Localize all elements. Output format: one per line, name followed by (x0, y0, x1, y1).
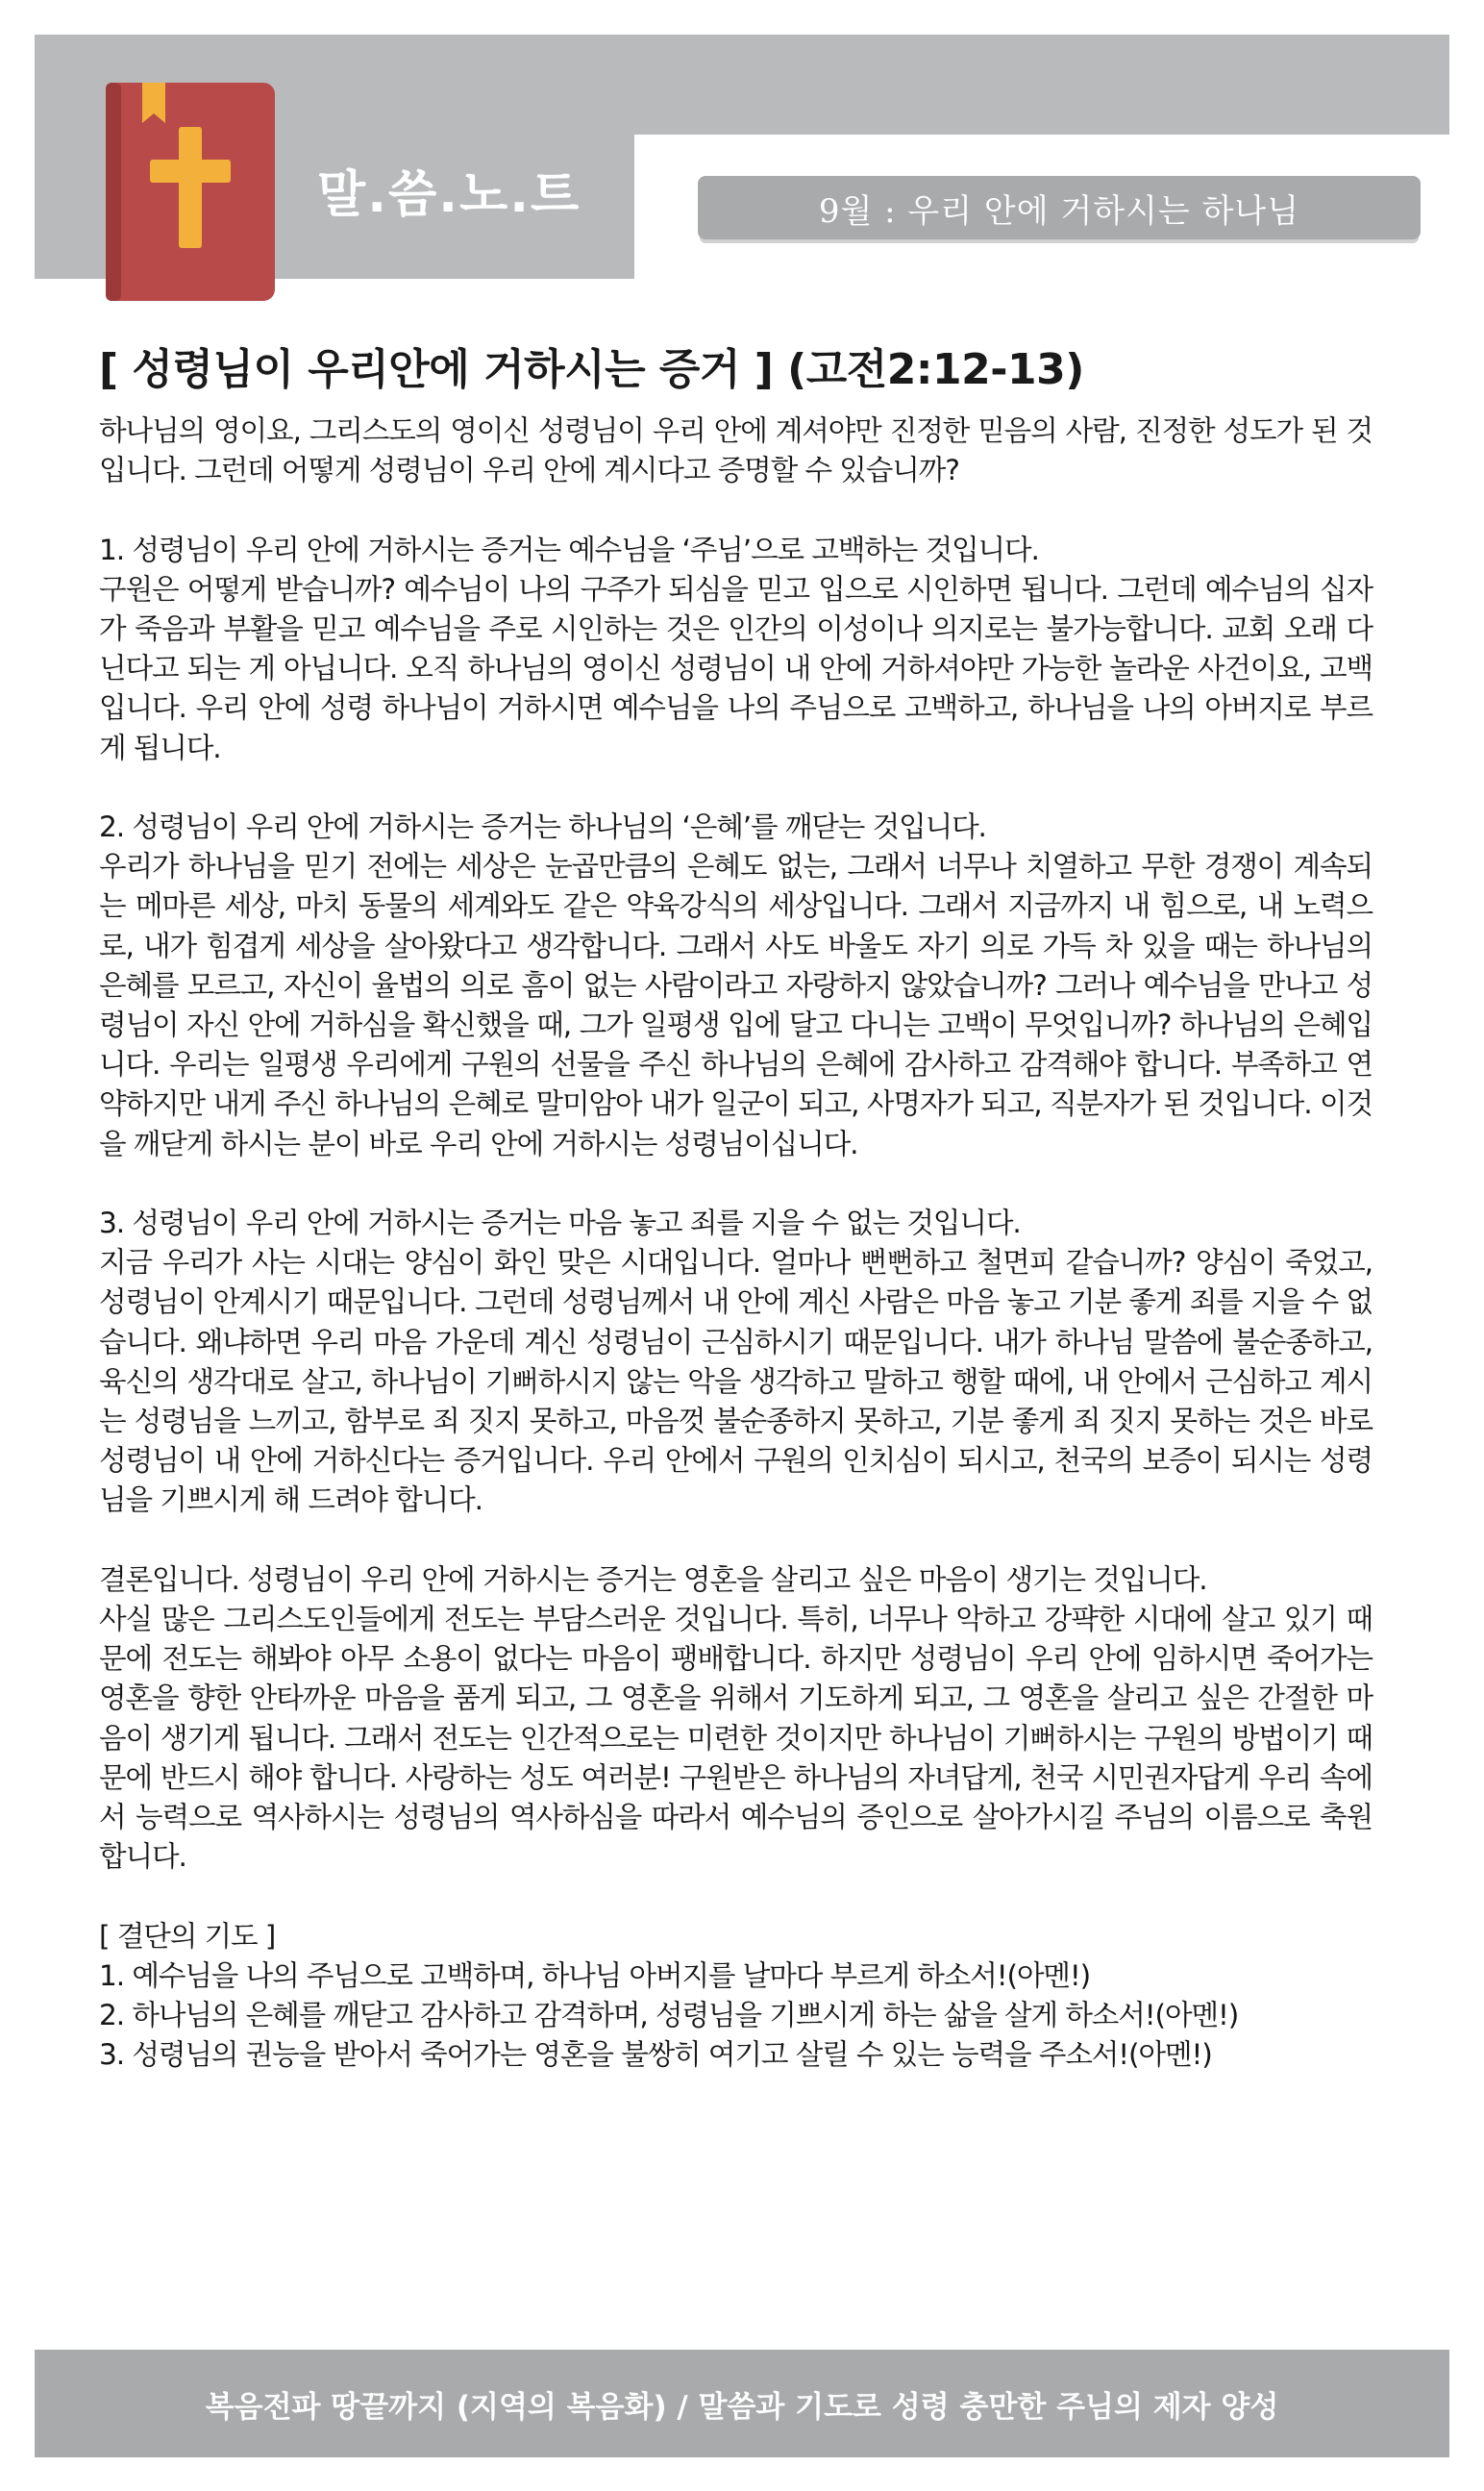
section-3-body: 지금 우리가 사는 시대는 양심이 화인 맞은 시대입니다. 얼마나 뻔뻔하고 철면피 같습니까? 양심이 죽었고, 성령님이 안계시기 때문입니다. 그런데 성령님께서 내 안에 계신 사람은 마음 놓고 기분 좋게 죄를 지을 수 없습니다. 왜냐하면 우리 마음 가운데 계신 성령님이 근심하시기 때문입니다. 내가 하나님 말씀에 불순종하고, 육신의 생각대로 살고, 하나님이 기뻐하시지 않는 악을 생각하고 말하고 행할 때에, 내 안에서 근심하고 계시는 성령님을 느끼고, 함부로 죄 짓지 못하고, 마음껏 불순종하지 못하고, 기분 좋게 죄 짓지 못하는 것은 바로 성령님이 내 안에 거하신다는 증거입니다. 우리 안에서 구원의 인치심이 되시고, 천국의 보증이 되시는 성령님을 기쁘시게 해 드려야 합니다. (99, 1246, 1373, 1517)
section-2-body: 우리가 하나님을 믿기 전에는 세상은 눈곱만큼의 은혜도 없는, 그래서 너무나 치열하고 무한 경쟁이 계속되는 메마른 세상, 마치 동물의 세계와도 같은 약육강식의 세상입니다. 그래서 지금까지 내 힘으로, 내 노력으로, 내가 힘겹게 세상을 살아왔다고 생각합니다. 그래서 사도 바울도 자기 의로 가득 차 있을 때는 하나님의 은혜를 모르고, 자신이 율법의 의로 흠이 없는 사람이라고 자랑하지 않았습니까? 그러나 예수님을 만나고 성령님이 자신 안에 거하심을 확신했을 때, 그가 일평생 입에 달고 다니는 고백이 무엇입니까? 하나님의 은혜입니다. 우리는 일평생 우리에게 구원의 선물을 주신 하나님의 은혜에 감사하고 감격해야 합니다. 부족하고 연약하지만 내게 주신 하나님의 은혜로 말미암아 내가 일군이 되고, 사명자가 되고, 직분자가 된 것입니다. 이것을 깨닫게 하시는 분이 바로 우리 안에 거하시는 성령님이십니다. (99, 850, 1373, 1160)
footer-band (35, 2350, 1449, 2457)
conclusion-heading: 결론입니다. 성령님이 우리 안에 거하시는 증거는 영혼을 살리고 싶은 마음이 생기는 것입니다. (99, 1562, 1207, 1596)
footer-motto: 복음전파 땅끝까지 (지역의 복음화) / 말씀과 기도로 성령 충만한 주님의 제자 양성 (205, 2389, 1279, 2425)
bible-cross-icon (106, 83, 275, 301)
month-theme-banner: 9월 : 우리 안에 거하시는 하나님 (698, 176, 1421, 239)
prayer-item: 3. 성령님의 권능을 받아서 죽어가는 영혼을 불쌍히 여기고 살릴 수 있는 능력을 주소서!(아멘!) (99, 2038, 1212, 2072)
brand-title: 말.씀.노.트 (317, 166, 581, 224)
prayer-item: 1. 예수님을 나의 주님으로 고백하며, 하나님 아버지를 날마다 부르게 하소서!(아멘!) (99, 1958, 1091, 1992)
sermon-body (99, 411, 1373, 2075)
sermon-title: [ 성령님이 우리안에 거하시는 증거 ] (고전2:12-13) (99, 345, 1084, 394)
section-1-body: 구원은 어떻게 받습니까? 예수님이 나의 구주가 되심을 믿고 입으로 시인하면 됩니다. 그런데 예수님의 십자가 죽음과 부활을 믿고 예수님을 주로 시인하는 것은 인간의 이성이나 의지로는 불가능합니다. 교회 오래 다닌다고 되는 게 아닙니다. 오직 하나님의 영이신 성령님이 내 안에 거하셔야만 가능한 놀라운 사건이요, 고백입니다. 우리 안에 성령 하나님이 거하시면 예수님을 나의 주님으로 고백하고, 하나님을 나의 아버지로 부르게 됩니다. (99, 572, 1373, 764)
prayer-list (99, 1956, 1373, 2076)
section-2-heading: 2. 성령님이 우리 안에 거하시는 증거는 하나님의 ‘은혜’를 깨닫는 것입니다. (99, 810, 986, 843)
sermon-intro: 하나님의 영이요, 그리스도의 영이신 성령님이 우리 안에 계셔야만 진정한 믿음의 사람, 진정한 성도가 된 것입니다. 그런데 어떻게 성령님이 우리 안에 계시다고 증명할 수 있습니까? (99, 414, 1373, 487)
prayer-heading: [ 결단의 기도 ] (99, 1919, 276, 1953)
section-1-heading: 1. 성령님이 우리 안에 거하시는 증거는 예수님을 ‘주님’으로 고백하는 것입니다. (99, 533, 1039, 566)
prayer-item: 2. 하나님의 은혜를 깨닫고 감사하고 감격하며, 성령님을 기쁘시게 하는 삶을 살게 하소서!(아멘!) (99, 1999, 1239, 2032)
conclusion-body: 사실 많은 그리스도인들에게 전도는 부담스러운 것입니다. 특히, 너무나 악하고 강퍅한 시대에 살고 있기 때문에 전도는 해봐야 아무 소용이 없다는 마음이 팽배합니다. 하지만 성령님이 우리 안에 임하시면 죽어가는 영혼을 향한 안타까운 마음을 품게 되고, 그 영혼을 위해서 기도하게 되고, 그 영혼을 살리고 싶은 간절한 마음이 생기게 됩니다. 그래서 전도는 인간적으로는 미련한 것이지만 하나님이 기뻐하시는 구원의 방법이기 때문에 반드시 해야 합니다. 사랑하는 성도 여러분! 구원받은 하나님의 자녀답게, 천국 시민권자답게 우리 속에서 능력으로 역사하시는 성령님의 역사하심을 따라서 예수님의 증인으로 살아가시길 주님의 이름으로 축원합니다. (99, 1603, 1373, 1874)
section-3-heading: 3. 성령님이 우리 안에 거하시는 증거는 마음 놓고 죄를 지을 수 없는 것입니다. (99, 1207, 1021, 1240)
